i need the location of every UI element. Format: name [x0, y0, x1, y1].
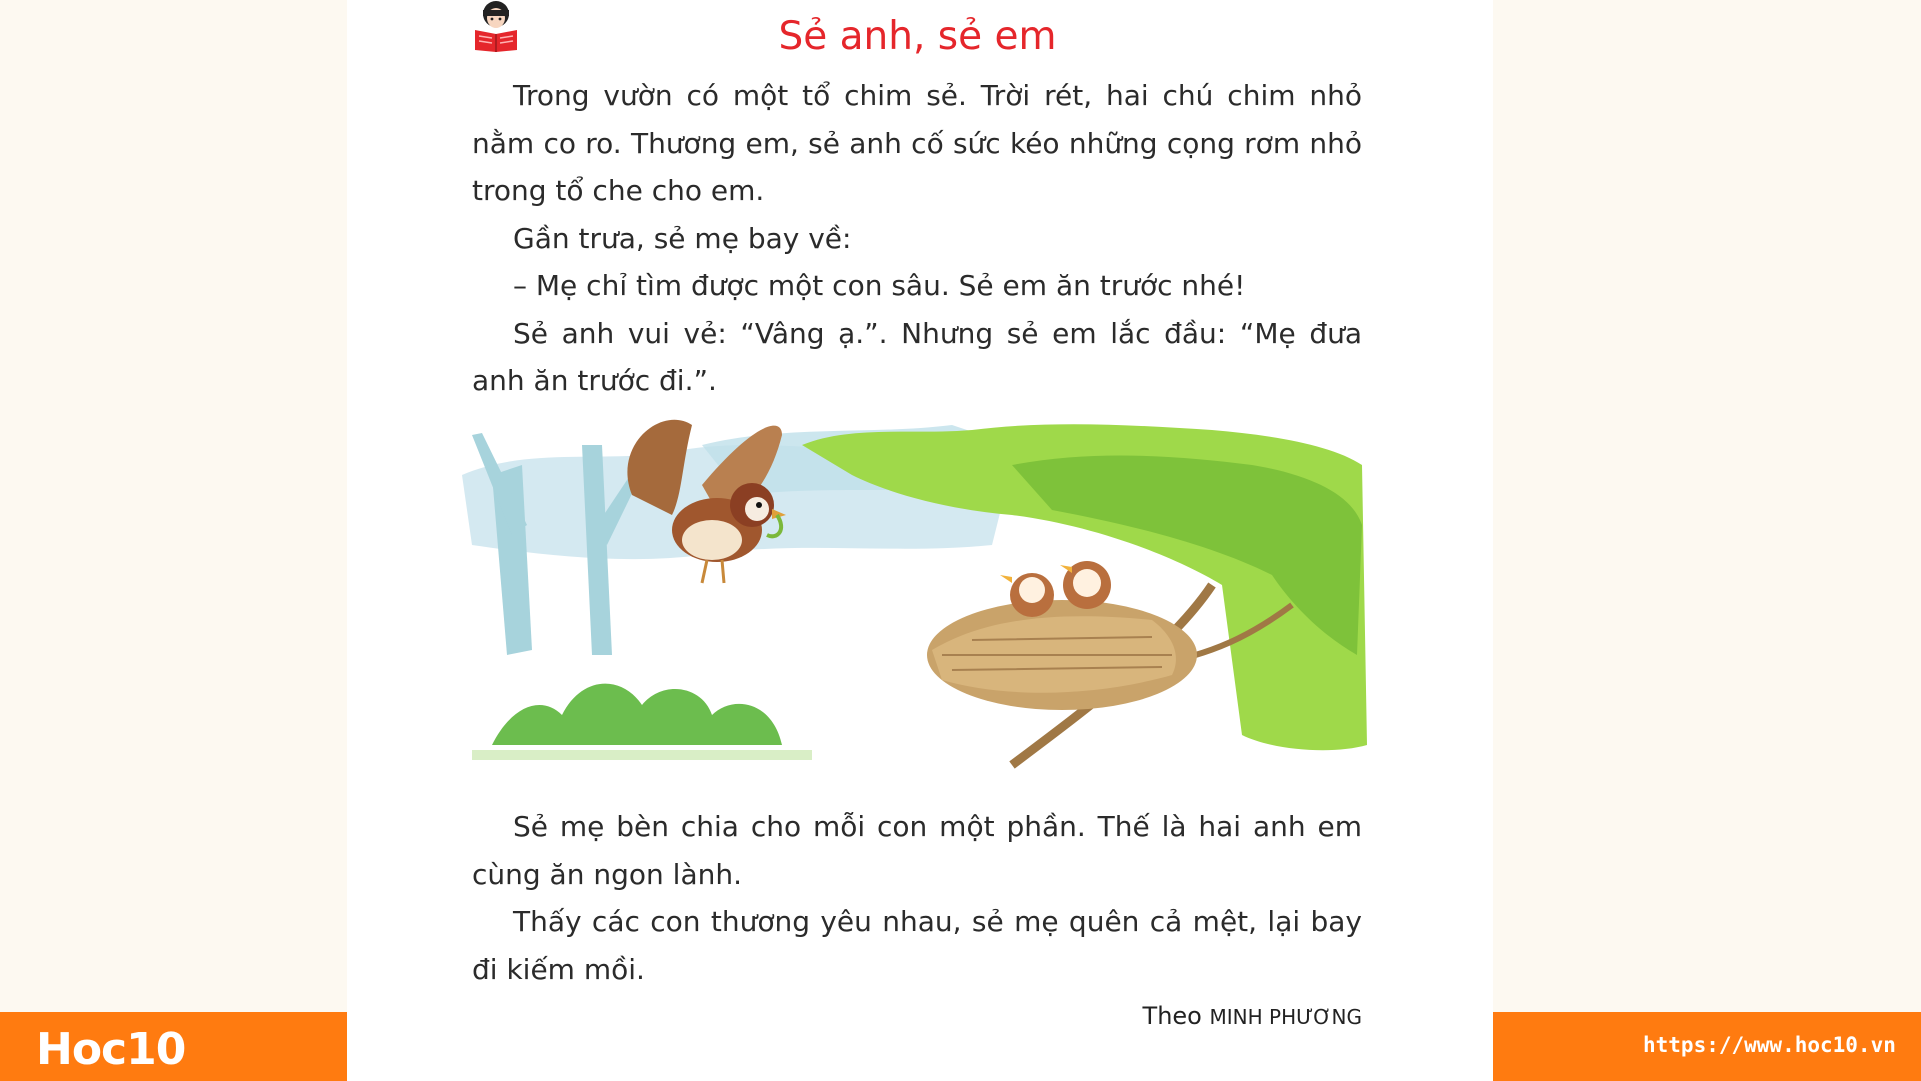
paragraph: – Mẹ chỉ tìm được một con sâu. Sẻ em ăn trước nhé!	[513, 269, 1246, 302]
paragraph: Gần trưa, sẻ mẹ bay về:	[513, 221, 852, 255]
author-prefix: Theo	[1142, 1002, 1202, 1030]
sparrow-nest-illustration	[452, 405, 1372, 770]
paragraph: Trong vườn có một tổ chim sẻ. Trời rét, hai chú chim nhỏ nằm co ro. Thương em, sẻ anh cố sức kéo những cọng rơm nhỏ trong tổ che cho em.	[472, 79, 1362, 207]
story-text-bottom	[472, 803, 1362, 993]
right-margin	[1493, 0, 1921, 1081]
lesson-title: Sẻ anh, sẻ em	[778, 14, 1057, 59]
paragraph: Sẻ anh vui vẻ: “Vâng ạ.”. Nhưng sẻ em lắc đầu: “Mẹ đưa anh ăn trước đi.”.	[472, 316, 1362, 397]
story-text-top	[472, 72, 1362, 405]
author-credit	[1000, 1002, 1362, 1030]
paragraph: Sẻ mẹ bèn chia cho mỗi con một phần. Thế là hai anh em cùng ăn ngon lành.	[472, 810, 1362, 891]
hoc10-logo[interactable]: Hoc10	[36, 1024, 186, 1075]
left-margin	[0, 0, 347, 1081]
site-url-link[interactable]: https://www.hoc10.vn	[1643, 1033, 1896, 1057]
author-name: MINH PHƯƠNG	[1209, 1005, 1362, 1029]
reading-girl-icon	[471, 0, 521, 52]
paragraph: Thấy các con thương yêu nhau, sẻ mẹ quên cả mệt, lại bay đi kiếm mồi.	[472, 905, 1362, 986]
